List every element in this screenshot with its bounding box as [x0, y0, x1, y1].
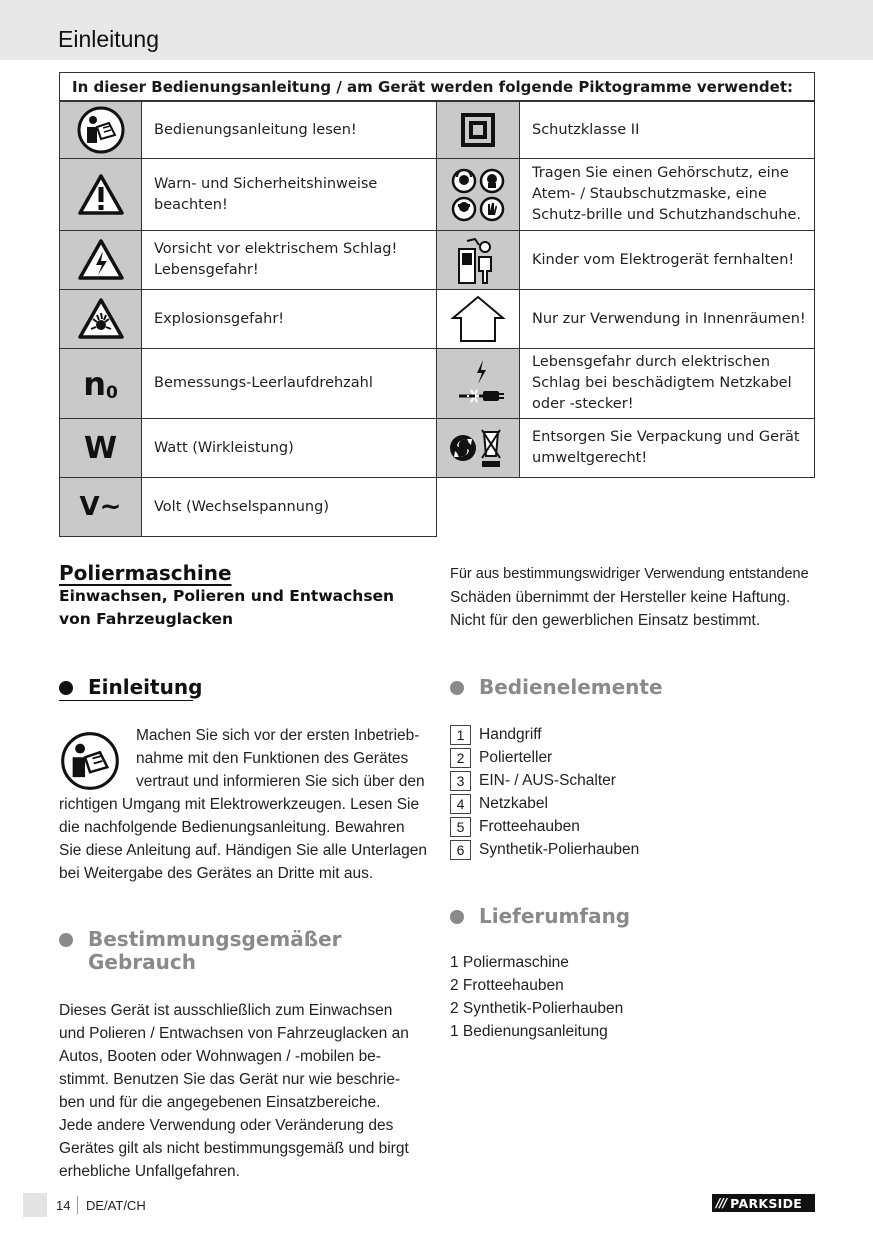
- list-item: [450, 770, 616, 791]
- intended-use-line-7: Gerätes gilt als nicht bestimmungsgemäß und birgt: [59, 1140, 409, 1157]
- electric-shock-icon: [59, 230, 142, 290]
- intended-use-heading-line-2: Gebrauch: [88, 950, 196, 974]
- footer-marker: [23, 1193, 47, 1217]
- item-label: Frotteehauben: [479, 817, 580, 835]
- list-item: [450, 724, 542, 745]
- pictogram-right-text-1: Schutzklasse II: [519, 101, 815, 159]
- pictogram-right-text-3: Kinder vom Elektrogerät fernhalten!: [519, 230, 815, 290]
- intro-line-1: Machen Sie sich vor der ersten Inbetrieb-: [136, 727, 420, 744]
- intended-use-line-5: ben und für die angegebenen Einsatzbereiche.: [59, 1094, 381, 1111]
- volt-ac-letters: V~: [79, 492, 122, 522]
- pictogram-right-text-6: Entsorgen Sie Verpackung und Gerät umweltgerecht!: [519, 418, 815, 478]
- pictogram-right-text-5: Lebensgefahr durch elektrischen Schlag bei beschädigtem Netzkabel oder -stecker!: [519, 348, 815, 419]
- item-number: 2: [450, 748, 471, 768]
- item-label: Netzkabel: [479, 794, 548, 812]
- section-bullet: [59, 681, 73, 695]
- idle-speed-letter: n: [83, 364, 106, 403]
- item-number: 1: [450, 725, 471, 745]
- pictogram-left-text-5: Bemessungs-Leerlaufdrehzahl: [141, 348, 437, 419]
- pictogram-right-text-4: Nur zur Verwendung in Innenräumen!: [519, 289, 815, 349]
- region-code: DE/AT/CH: [86, 1198, 146, 1213]
- recycle-dispose-icon: [436, 418, 520, 478]
- pictogram-heading-text: In dieser Bedienungsanleitung / am Gerät werden folgende Piktogramme verwendet:: [72, 78, 794, 96]
- intro-line-5: die nachfolgende Bedienungsanleitung. Bewahren: [59, 819, 405, 836]
- intended-use-heading-line-1: Bestimmungsgemäßer: [88, 927, 342, 951]
- disclaimer-line-2: Schäden übernimmt der Hersteller keine Haftung.: [450, 589, 791, 606]
- list-item: [450, 793, 548, 814]
- logo-text: PARKSIDE: [730, 1195, 803, 1211]
- item-label: EIN- / AUS-Schalter: [479, 771, 616, 789]
- warning-icon: [59, 158, 142, 231]
- parkside-logo: [712, 1194, 815, 1212]
- intended-use-line-1: Dieses Gerät ist ausschließlich zum Einwachsen: [59, 1002, 393, 1019]
- delivery-item: 2 Synthetik-Polierhauben: [450, 1000, 624, 1017]
- item-label: Synthetik-Polierhauben: [479, 840, 640, 858]
- item-number: 4: [450, 794, 471, 814]
- intro-heading-underline: [59, 700, 193, 701]
- product-title: Poliermaschine: [59, 561, 232, 585]
- protection-class-ii-icon: [436, 101, 520, 159]
- pictogram-table-heading: [59, 72, 815, 101]
- indoor-use-house-icon: [436, 289, 520, 349]
- intended-use-line-2: und Polieren / Entwachsen von Fahrzeuglacken an: [59, 1025, 409, 1042]
- product-subtitle-line-2: von Fahrzeuglacken: [59, 610, 234, 628]
- pictogram-left-text-6: Watt (Wirkleistung): [141, 418, 437, 478]
- controls-heading: Bedienelemente: [479, 675, 663, 699]
- list-item: [450, 816, 580, 837]
- page-number: 14: [56, 1198, 71, 1213]
- idle-speed-subscript: 0: [105, 382, 118, 403]
- item-label: Polierteller: [479, 748, 553, 766]
- pictogram-left-text-4: Explosionsgefahr!: [141, 289, 437, 349]
- idle-speed-symbol: [59, 348, 142, 419]
- delivery-item: 1 Bedienungsanleitung: [450, 1023, 608, 1040]
- intended-use-line-4: stimmt. Benutzen Sie das Gerät nur wie beschrie-: [59, 1071, 401, 1088]
- delivery-item: 2 Frotteehauben: [450, 977, 564, 994]
- keep-children-away-icon: [436, 230, 520, 290]
- watt-letter: W: [83, 430, 118, 466]
- logo-stripes: ///: [716, 1196, 727, 1210]
- disclaimer-line-3: Nicht für den gewerblichen Einsatz bestimmt.: [450, 612, 761, 629]
- product-subtitle-line-1: Einwachsen, Polieren und Entwachsen: [59, 587, 395, 605]
- watt-symbol: [59, 418, 142, 478]
- list-item: [450, 839, 639, 860]
- section-bullet: [450, 681, 464, 695]
- read-manual-icon: [59, 730, 121, 792]
- intended-use-line-6: Jede andere Verwendung oder Veränderung des: [59, 1117, 394, 1134]
- volt-ac-symbol: [59, 477, 142, 537]
- section-bullet: [450, 910, 464, 924]
- intro-line-7: bei Weitergabe des Gerätes an Dritte mit aus.: [59, 865, 374, 882]
- footer-divider: [77, 1196, 78, 1214]
- item-label: Handgriff: [479, 725, 542, 743]
- pictogram-left-text-2: Warn- und Sicherheitshinweise beachten!: [141, 158, 437, 231]
- protective-equipment-icon: [436, 158, 520, 231]
- intro-line-4: richtigen Umgang mit Elektrowerkzeugen. Lesen Sie: [59, 796, 420, 813]
- intended-use-line-8: erhebliche Unfallgefahren.: [59, 1163, 240, 1180]
- read-manual-icon: [59, 101, 142, 159]
- delivery-item: 1 Poliermaschine: [450, 954, 569, 971]
- intro-line-2: nahme mit den Funktionen des Gerätes: [136, 750, 409, 767]
- explosion-icon: [59, 289, 142, 349]
- item-number: 6: [450, 840, 471, 860]
- intro-line-3: vertraut und informieren Sie sich über den: [136, 773, 425, 790]
- pictogram-left-text-1: Bedienungsanleitung lesen!: [141, 101, 437, 159]
- delivery-heading: Lieferumfang: [479, 904, 631, 928]
- item-number: 3: [450, 771, 471, 791]
- pictogram-left-text-3: Vorsicht vor elektrischem Schlag! Lebensgefahr!: [141, 230, 437, 290]
- page-title: Einleitung: [58, 26, 160, 52]
- item-number: 5: [450, 817, 471, 837]
- intro-heading: Einleitung: [88, 675, 203, 699]
- intended-use-line-3: Autos, Booten oder Wohnwagen / -mobilen be-: [59, 1048, 381, 1065]
- page-header: [0, 0, 873, 60]
- damaged-cable-icon: [436, 348, 520, 419]
- disclaimer-line-1: Für aus bestimmungswidriger Verwendung entstandene: [450, 566, 809, 582]
- pictogram-left-text-7: Volt (Wechselspannung): [141, 477, 437, 537]
- list-item: [450, 747, 552, 768]
- intro-line-6: Sie diese Anleitung auf. Händigen Sie alle Unterlagen: [59, 842, 427, 859]
- pictogram-right-text-2: Tragen Sie einen Gehörschutz, eine Atem- / Staubschutzmaske, eine Schutz-brille und Schutzhandschuhe.: [519, 158, 815, 231]
- section-bullet: [59, 933, 73, 947]
